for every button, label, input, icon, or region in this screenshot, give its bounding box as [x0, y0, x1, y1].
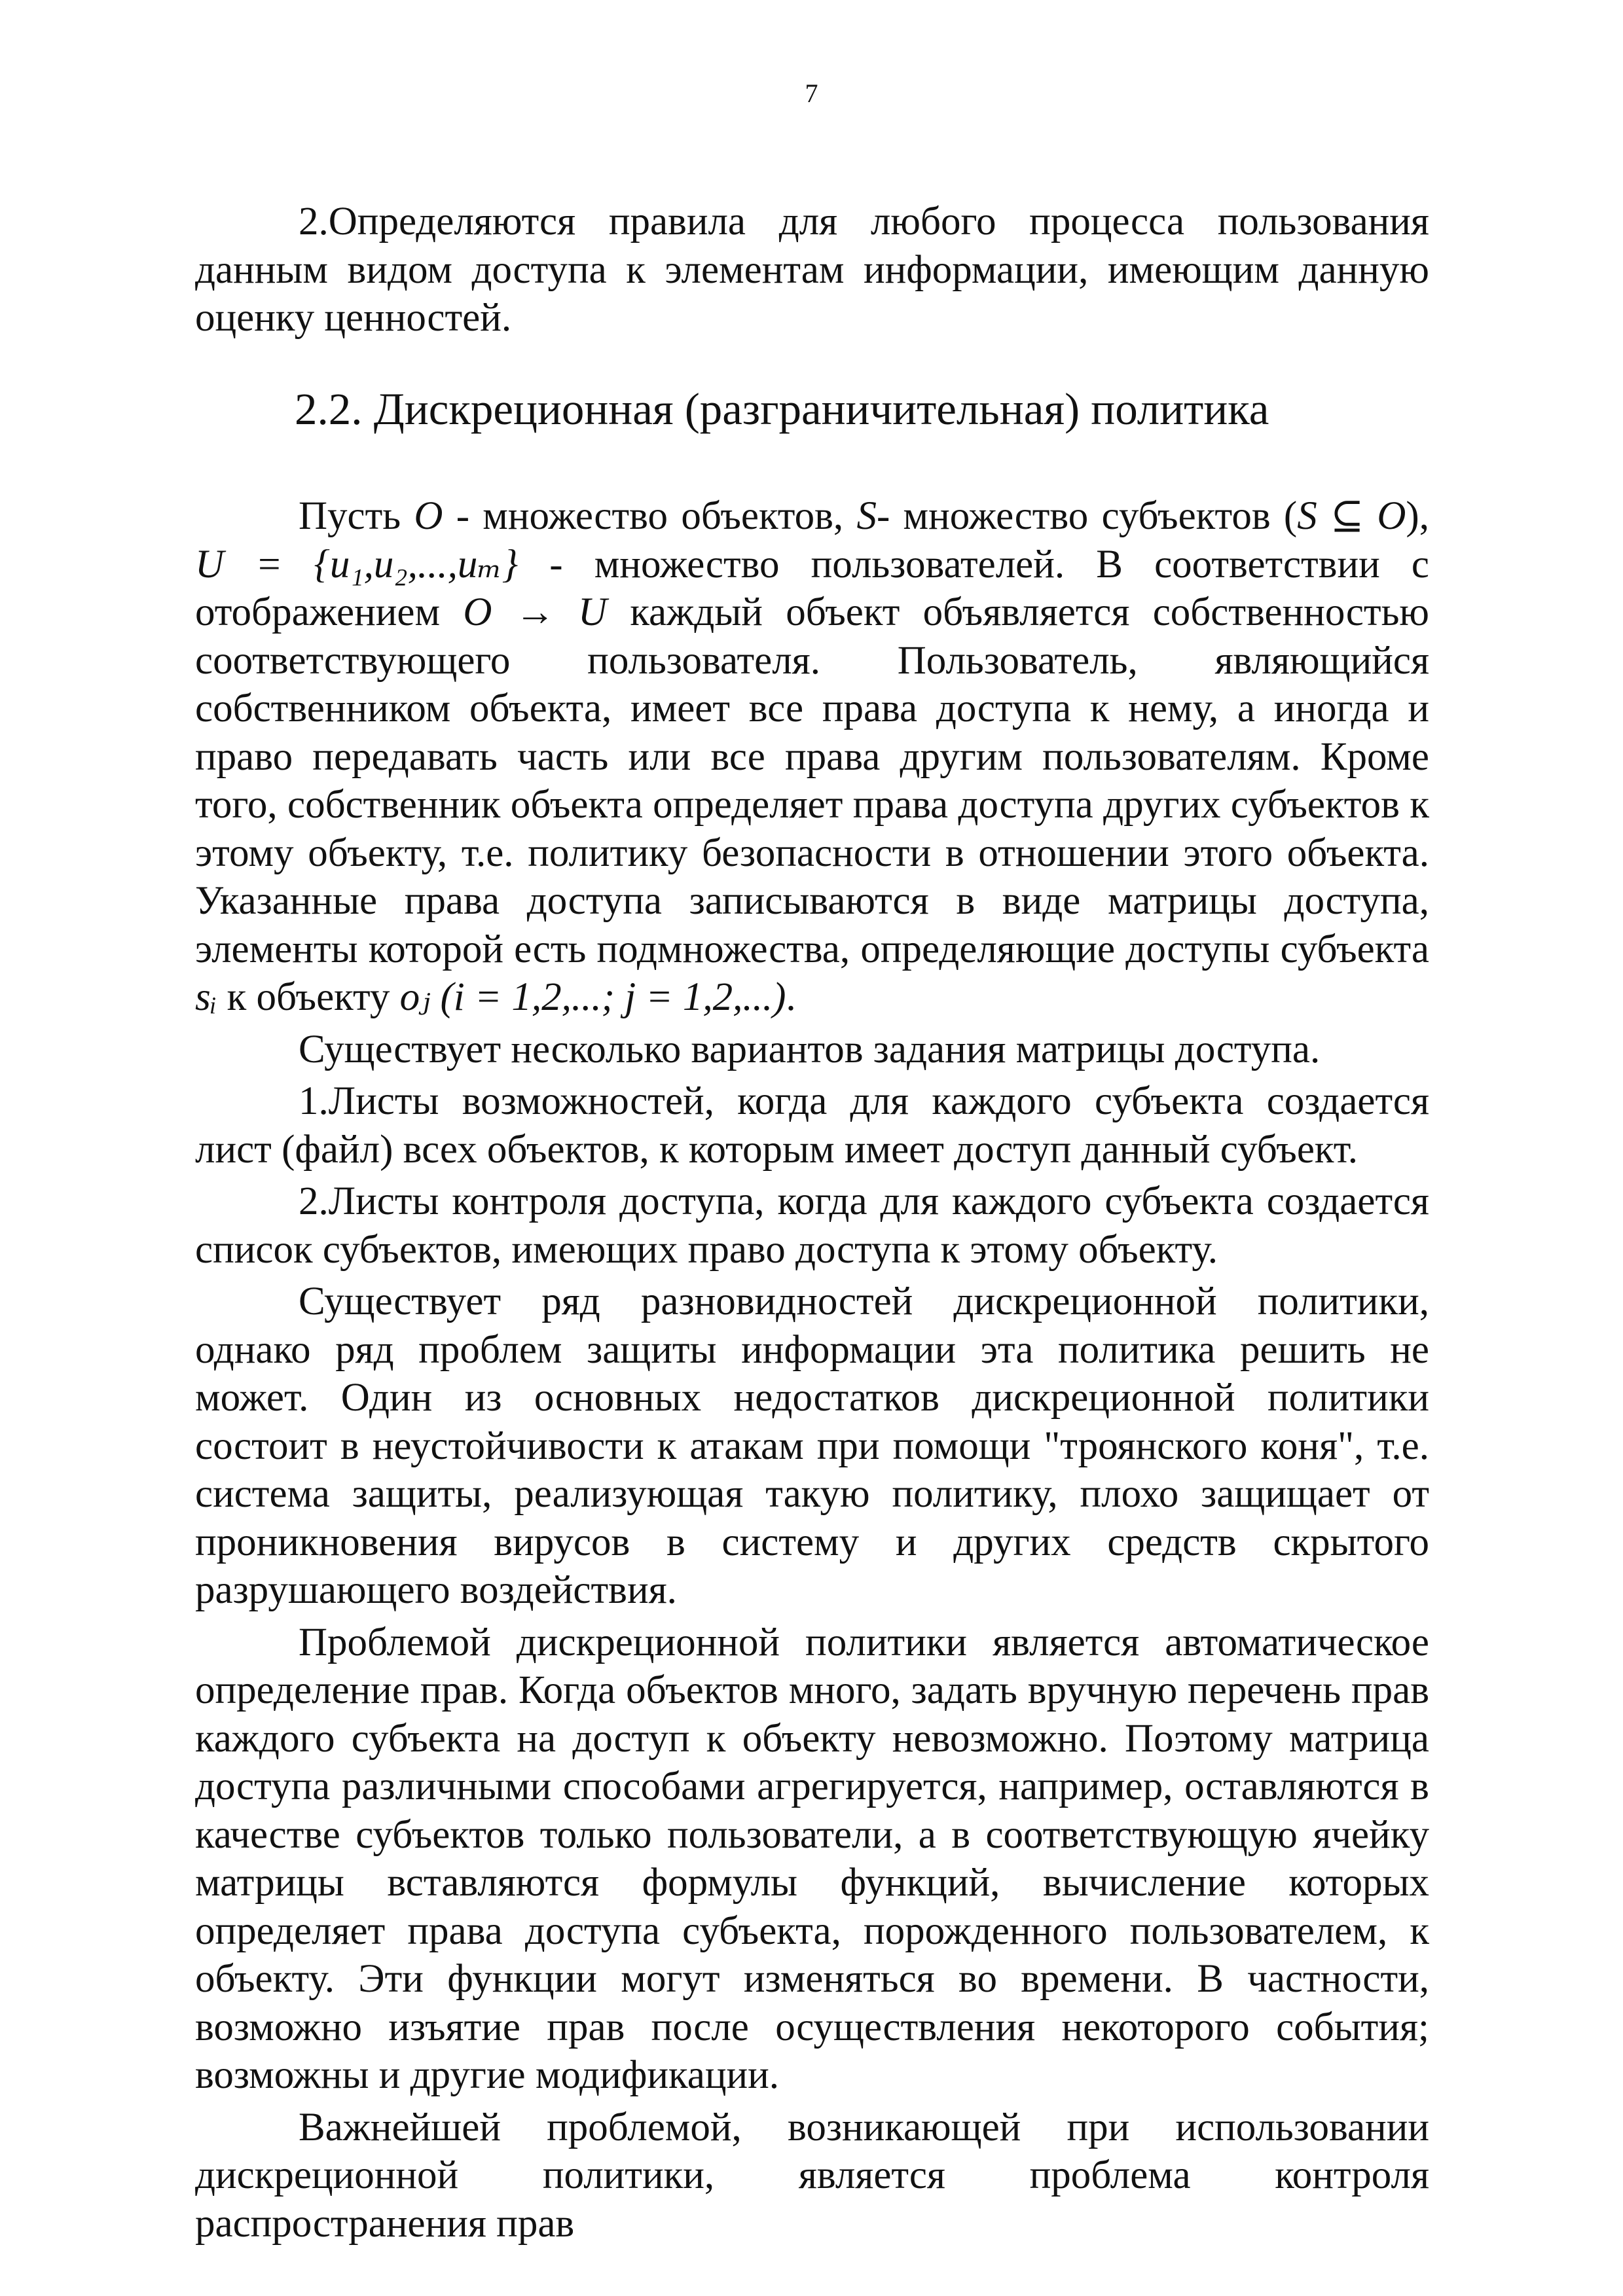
p1-end: .	[786, 975, 796, 1019]
paragraph-trojan-horse: Существует ряд разновидностей дискреционной политики, однако ряд проблем защиты информации эта политика решить не может. Один из основных недостатков дискреционной политики состоит в неустойчивости к атакам при помощи "троянского коня", т.е. система защиты, реализующая такую политику, плохо защищает от проникновения вирусов в систему и других средств скрытого разрушающего воздействия.	[195, 1280, 1429, 1612]
list-item-capability-lists: 1.Листы возможностей, когда для каждого субъекта создается лист (файл) всех объектов, к которым имеет доступ данный субъект.	[195, 1079, 1429, 1172]
intro-list-item: 2.Определяются правила для любого процесса пользования данным видом доступа к элементам информации, имеющим данную оценку ценностей.	[195, 200, 1429, 340]
formula-subject-si: sᵢ	[195, 975, 217, 1019]
p1-text-3: ),	[1406, 494, 1429, 538]
paragraph-rights-determination: Проблемой дискреционной политики является автоматическое определение прав. Когда объектов много, задать вручную перечень прав каждого субъекта на доступ к объекту невозможно. Поэтому матрица доступа различными способами агрегируется, например, оставляются в качестве субъектов только пользователи, а в соответствующую ячейку матрицы вставляются формулы функций, вычисление которых определяет права доступа субъекта, порожденного пользователем, к объекту. Эти функции могут изменяться во времени. В частности, возможно изъятие прав после осуществления некоторого события; возможны и другие модификации.	[195, 1620, 1429, 2097]
section-body	[195, 492, 1429, 2248]
p1-text-4: - множество пользователей. В соответствии с отображением	[195, 542, 1429, 634]
p1-text-2: - множество субъектов (	[876, 494, 1298, 538]
paragraph-matrix-variants: Существует несколько вариантов задания матрицы доступа.	[299, 1027, 1321, 1071]
p1-lead: Пусть	[299, 494, 414, 538]
formula-mapping: O → U	[463, 590, 608, 634]
p1-text-6: к объекту	[217, 975, 400, 1019]
p1-text-1: - множество объектов,	[443, 494, 857, 538]
formula-user-set: U = {u₁,u₂,...,uₘ}	[195, 542, 519, 586]
paragraph-rights-propagation: Важнейшей проблемой, возникающей при использовании дискреционной политики, является проблема контроля распространения прав	[195, 2105, 1429, 2246]
page-number: 7	[805, 79, 818, 108]
p1-text-5: каждый объект объявляется собственностью соответствующего пользователя. Пользователь, являющийся собственником объекта, имеет все права доступа к нему, а иногда и право передавать часть или все права другим пользователям. Кроме того, собственник объекта определяет права доступа других субъектов к этому объекту, т.е. политику безопасности в отношении этого объекта. Указанные права доступа записываются в виде матрицы доступа, элементы которой есть подмножества, определяющие доступы субъекта	[195, 590, 1429, 971]
formula-subject-set: S	[856, 494, 877, 538]
section-heading: 2.2. Дискреционная (разграничительная) политика	[295, 384, 1269, 434]
formula-object-set: O	[414, 494, 443, 538]
list-item-access-control-lists: 2.Листы контроля доступа, когда для каждого субъекта создается список субъектов, имеющих право доступа к этому объекту.	[195, 1179, 1429, 1272]
paragraph-definitions	[195, 492, 1429, 1022]
intro-block	[195, 198, 1429, 342]
formula-object-oj: oⱼ (i = 1,2,...; j = 1,2,...)	[399, 975, 786, 1019]
formula-subset: S ⊆ O	[1297, 494, 1406, 538]
